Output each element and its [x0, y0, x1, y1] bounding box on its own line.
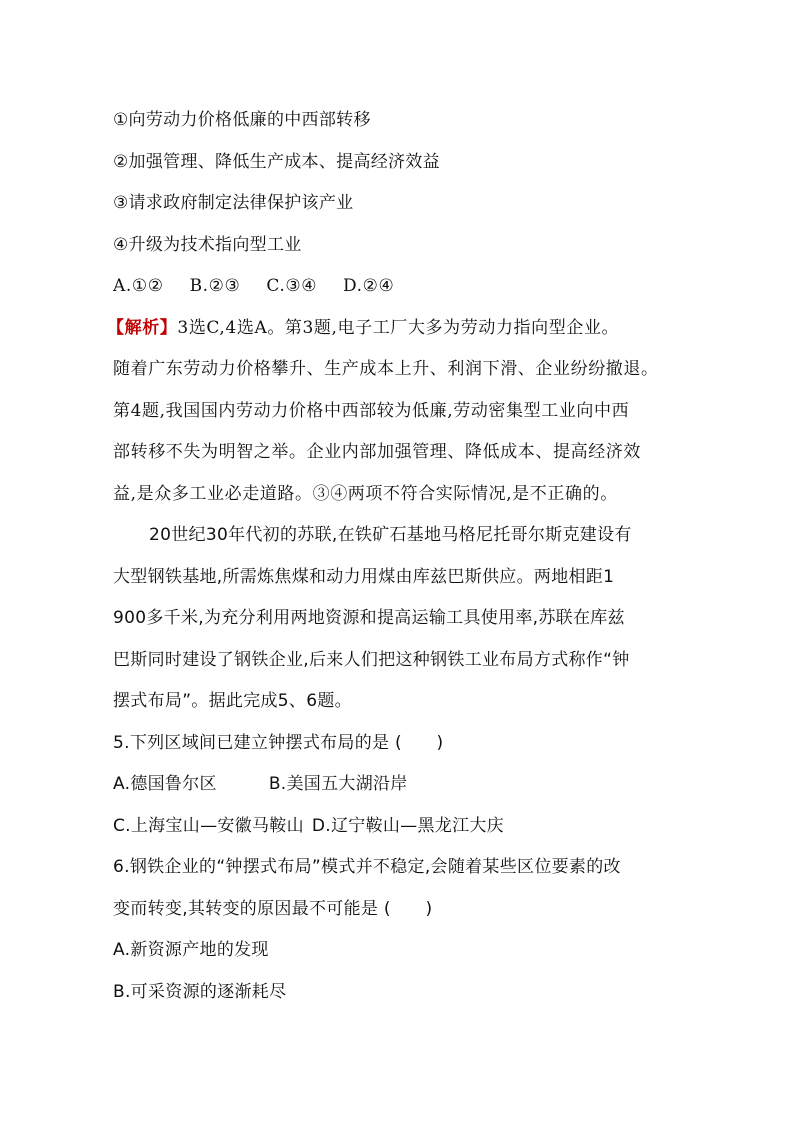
analysis-line-2: 随着广东劳动力价格攀升、生产成本上升、利润下滑、企业纷纷撤退。 [113, 359, 659, 379]
passage-line-2: 大型钢铁基地,所需炼焦煤和动力用煤由库兹巴斯供应。两地相距1 [113, 566, 615, 587]
analysis-text-1: 3选C,4选A。第3题,电子工厂大多为劳动力指向型企业。 [177, 317, 620, 338]
analysis-line-3: 第4题,我国国内劳动力价格中西部较为低廉,劳动密集型工业向中西 [113, 400, 630, 421]
analysis-line-1 [107, 308, 693, 350]
q5-option-b: B.美国五大湖沿岸 [268, 774, 408, 794]
q4-choice-a: A.①② [113, 276, 164, 296]
q4-choice-b: B.②③ [189, 276, 241, 296]
q4-option-3: ③请求政府制定法律保护该产业 [113, 193, 354, 213]
q4-choice-d: D.②④ [343, 276, 395, 296]
q4-choice-c: C.③④ [266, 276, 318, 296]
q5-option-c: C.上海宝山—安徽马鞍山 [113, 815, 304, 836]
q4-option-4: ④升级为技术指向型工业 [113, 234, 302, 255]
passage-line-5: 摆式布局”。据此完成5、6题。 [113, 691, 352, 711]
document-page [107, 100, 693, 1013]
q5-options-ab [113, 764, 693, 806]
analysis-line-4: 部转移不失为明智之举。企业内部加强管理、降低成本、提高经济效 [113, 442, 641, 462]
q6-option-a: A.新资源产地的发现 [113, 940, 269, 960]
q6-stem-line-1: 6.钢铁企业的“钟摆式布局”模式并不稳定,会随着某些区位要素的改 [113, 857, 621, 877]
q4-choices [113, 266, 693, 308]
q6-stem-line-2: 变而转变,其转变的原因最不可能是 ( ) [113, 898, 433, 919]
q5-option-d: D.辽宁鞍山—黑龙江大庆 [311, 815, 504, 836]
passage-line-4: 巴斯同时建设了钢铁企业,后来人们把这种钢铁工业布局方式称作“钟 [113, 649, 630, 670]
q5-options-cd [113, 806, 693, 848]
passage-line-1: 20世纪30年代初的苏联,在铁矿石基地马格尼托哥尔斯克建设有 [149, 525, 632, 545]
analysis-tag: 【解析】 [107, 317, 178, 338]
q6-option-b: B.可采资源的逐渐耗尽 [113, 981, 287, 1002]
q5-stem: 5.下列区域间已建立钟摆式布局的是 ( ) [113, 732, 444, 753]
analysis-line-5: 益,是众多工业必走道路。③④两项不符合实际情况,是不正确的。 [113, 483, 618, 504]
q4-option-2: ②加强管理、降低生产成本、提高经济效益 [113, 151, 440, 172]
q4-option-1: ①向劳动力价格低廉的中西部转移 [113, 110, 371, 130]
q5-option-a: A.德国鲁尔区 [113, 774, 217, 794]
passage-line-3: 900多千米,为充分利用两地资源和提高运输工具使用率,苏联在库兹 [113, 608, 625, 628]
